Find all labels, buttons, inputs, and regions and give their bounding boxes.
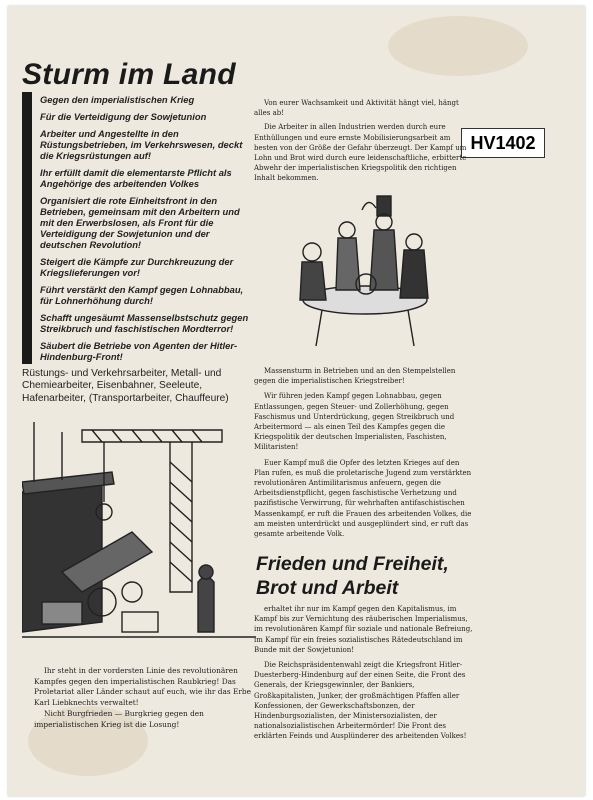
cartoon-illustration — [282, 190, 448, 348]
slogan-list — [40, 94, 252, 368]
illustration-caption-slogan: Nicht Burgfrieden — Burgkrieg gegen den imperialistischen Krieg ist die Losung! — [34, 709, 204, 729]
slogan: Ihr erfüllt damit die elementarste Pflicht als Angehörige des arbeitenden Volkes — [40, 167, 232, 189]
trades-text: Rüstungs- und Verkehrsarbeiter, Metall- und Chemiearbeiter, Eisenbahner, Seeleute, Hafenarbeiter, (Transportarbeiter, Chauffeure) — [22, 368, 229, 404]
paragraph: erhaltet ihr nur im Kampf gegen den Kapitalismus, im Kampf bis zur Vernichtung des räuberischen Imperialismus, im revolutionären Kampf für soziale und nationale Befreiung, im Kampf für ein freies sozialistisches Rätedeutschland im Bunde mit der Sowjetunion! — [254, 605, 473, 654]
slogan: Schafft ungesäumt Massenselbstschutz gegen Streikbruch und faschistischen Mordterror! — [40, 312, 249, 334]
illustration-caption: Ihr steht in der vordersten Linie des revolutionären Kampfes gegen den imperialistischen Raubkrieg! Das Proletariat aller Länder schaut auf euch, wie ihr das Erbe Karl Liebknechts verwaltet! — [34, 666, 252, 707]
archive-stamp: HV1402 — [461, 128, 545, 158]
slogan: Säubert die Betriebe von Agenten der Hitler-Hindenburg-Front! — [40, 340, 238, 362]
paragraph: Euer Kampf muß die Opfer des letzten Krieges auf den Plan rufen, es muß die proletarische Jugend zum verstärkten revolutionären Antimilitarismus anfeuern, gegen die Arbeitsdienstpflicht, gegen faschistische Verhetzung und pazifistische Verwirrung, für wehrhaften antifaschistischen Massenkampf, er ruft die Frauen des arbeitenden Volkes, die am meisten unterdrückt und ausgeplündert sind, er ruft das gesamte arbeitende Volk. — [254, 458, 472, 539]
right-column-middle — [254, 366, 474, 544]
slogan: Steigert die Kämpfe zur Durchkreuzung der Kriegslieferungen vor! — [40, 256, 234, 278]
paragraph: Massensturm in Betrieben und an den Stempelstellen gegen die imperialistischen Kriegstreiber! — [254, 367, 456, 386]
slogan: Für die Verteidigung der Sowjetunion — [40, 111, 207, 122]
right-column-bottom — [254, 604, 474, 747]
harbor-illustration — [22, 422, 256, 658]
slogan-bar — [22, 92, 32, 364]
main-headline: Sturm im Land — [22, 58, 236, 91]
slogan: Organisiert die rote Einheitsfront in den Betrieben, gemeinsam mit den Arbeitern und mit den Erwerbslosen, als Front für die Verteidigung der Sowjetunion und der deutschen Revolution! — [40, 195, 240, 250]
paragraph: Die Arbeiter in allen Industrien werden durch eure Enthüllungen und eure ernste Mobilisierungsarbeit am besten von der Größe der Gefahr überzeugt. Der Kampf um Lohn und Brot wird durch eure leidenschaftliche, erbitterte Abwehr der imperialistischen Kriegspolitik den richtigen Inhalt bekommen. — [254, 123, 467, 183]
slogan: Gegen den imperialistischen Krieg — [40, 94, 195, 105]
secondary-headline: Frieden und Freiheit, Brot und Arbeit — [256, 553, 449, 599]
paragraph: Wir führen jeden Kampf gegen Lohnabbau, gegen Entlassungen, gegen Steuer- und Zollerhöhung, gegen Faschismus und Unterdrückung, gegen Streikbruch und Arbeitermord — als einen Teil des Kampfes gegen die Kriegspolitik der deutschen Imperialisten, Faschisten, Militaristen! — [254, 392, 455, 452]
slogan: Arbeiter und Angestellte in den Rüstungsbetrieben, im Verkehrswesen, deckt die Kriegsrüstungen auf! — [40, 128, 243, 161]
paragraph: Von eurer Wachsamkeit und Aktivität hängt viel, hängt alles ab! — [254, 99, 459, 118]
right-column-top — [254, 98, 474, 188]
paragraph: Die Reichspräsidentenwahl zeigt die Kriegsfront Hitler-Duesterberg-Hindenburg auf der einen Seite, die Front des Generals, der Kriegsgewinnler, der Bankiers, Großkapitalisten, Junker, der großmächtigen Pfaffen aller Konfessionen, der Gewerkschaftsbonzen, der Hindenburgsozialisten, der Ministersozialisten, der nationalsozialistischen Arbeitermörder! Die Front des erklärten Feinds und Ausplünderer des arbeitenden Volkes! — [254, 661, 467, 741]
slogan: Führt verstärkt den Kampf gegen Lohnabbau, für Lohnerhöhung durch! — [40, 284, 244, 306]
paper-stain — [388, 16, 528, 76]
